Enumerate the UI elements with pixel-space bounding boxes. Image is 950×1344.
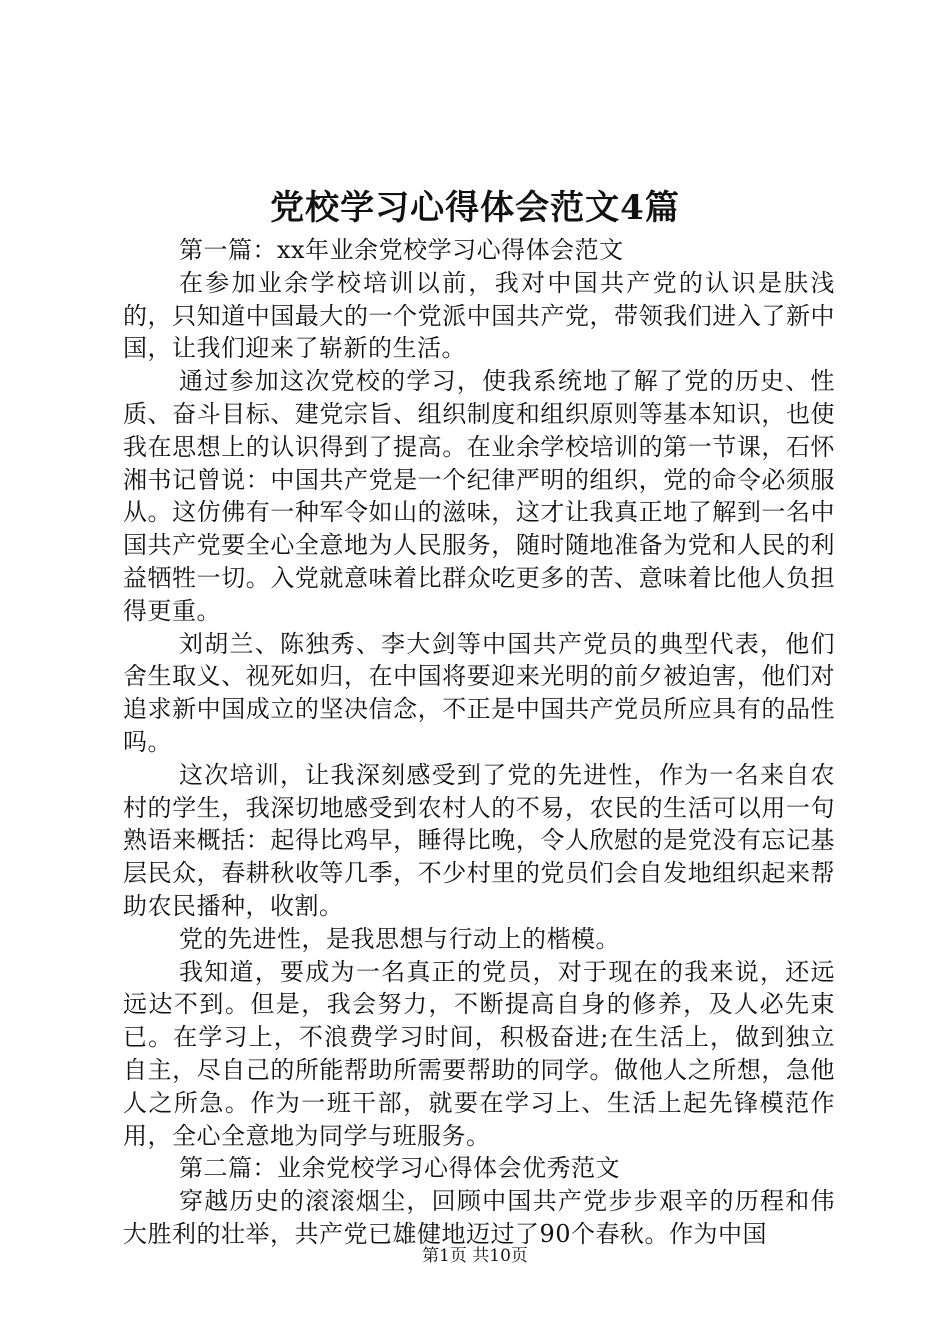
body-paragraph: 通过参加这次党校的学习，使我系统地了解了党的历史、性质、奋斗目标、建党宗旨、组织制度和组织原则等基本知识，也使我在思想上的认识得到了提高。在业余学校培训的第一节课，石怀湘书记曾说：中国共产党是一个纪律严明的组织，党的命令必须服从。这仿佛有一种军令如山的滋味，这才让我真正地了解到一名中国共产党要全心全意地为人民服务，随时随地准备为党和人民的利益牺牲一切。入党就意味着比群众吃更多的苦、意味着比他人负担得更重。 bbox=[123, 367, 835, 625]
document-title: 党校学习心得体会范文4篇 bbox=[270, 188, 680, 228]
body-paragraph: 党的先进性，是我思想与行动上的楷模。 bbox=[179, 924, 620, 953]
document-body bbox=[123, 234, 835, 1251]
body-paragraph: 刘胡兰、陈独秀、李大剑等中国共产党员的典型代表，他们舍生取义、视死如归，在中国将要迎来光明的前夕被迫害，他们对追求新中国成立的坚决信念，不正是中国共产党员所应具有的品性吗。 bbox=[123, 629, 835, 756]
body-paragraph: 在参加业余学校培训以前，我对中国共产党的认识是肤浅的，只知道中国最大的一个党派中国共产党，带领我们进入了新中国，让我们迎来了崭新的生活。 bbox=[123, 268, 835, 363]
section-heading-1: 第一篇：xx年业余党校学习心得体会范文 bbox=[179, 236, 624, 264]
body-paragraph: 我知道，要成为一名真正的党员，对于现在的我来说，还远远达不到。但是，我会努力，不断提高自身的修养，及人必先束已。在学习上，不浪费学习时间，积极奋进;在生活上，做到独立自主，尽自己的所能帮助所需要帮助的同学。做他人之所想，急他人之所急。作为一班干部，就要在学习上、生活上起先锋模范作用，全心全意地为同学与班服务。 bbox=[123, 957, 835, 1150]
section-heading-2: 第二篇：业余党校学习心得体会优秀范文 bbox=[179, 1154, 620, 1183]
page-footer: 第1页 共10页 bbox=[422, 1246, 528, 1266]
body-paragraph: 这次培训，让我深刻感受到了党的先进性，作为一名来自农村的学生，我深切地感受到农村人的不易，农民的生活可以用一句熟语来概括：起得比鸡早，睡得比晚，令人欣慰的是党没有忘记基层民众，春耕秋收等几季，不少村里的党员们会自发地组织起来帮助农民播种，收割。 bbox=[123, 760, 835, 920]
body-paragraph: 穿越历史的滚滚烟尘，回顾中国共产党步步艰辛的历程和伟大胜利的壮举，共产党已雄健地迈过了90个春秋。作为中国 bbox=[123, 1187, 835, 1248]
